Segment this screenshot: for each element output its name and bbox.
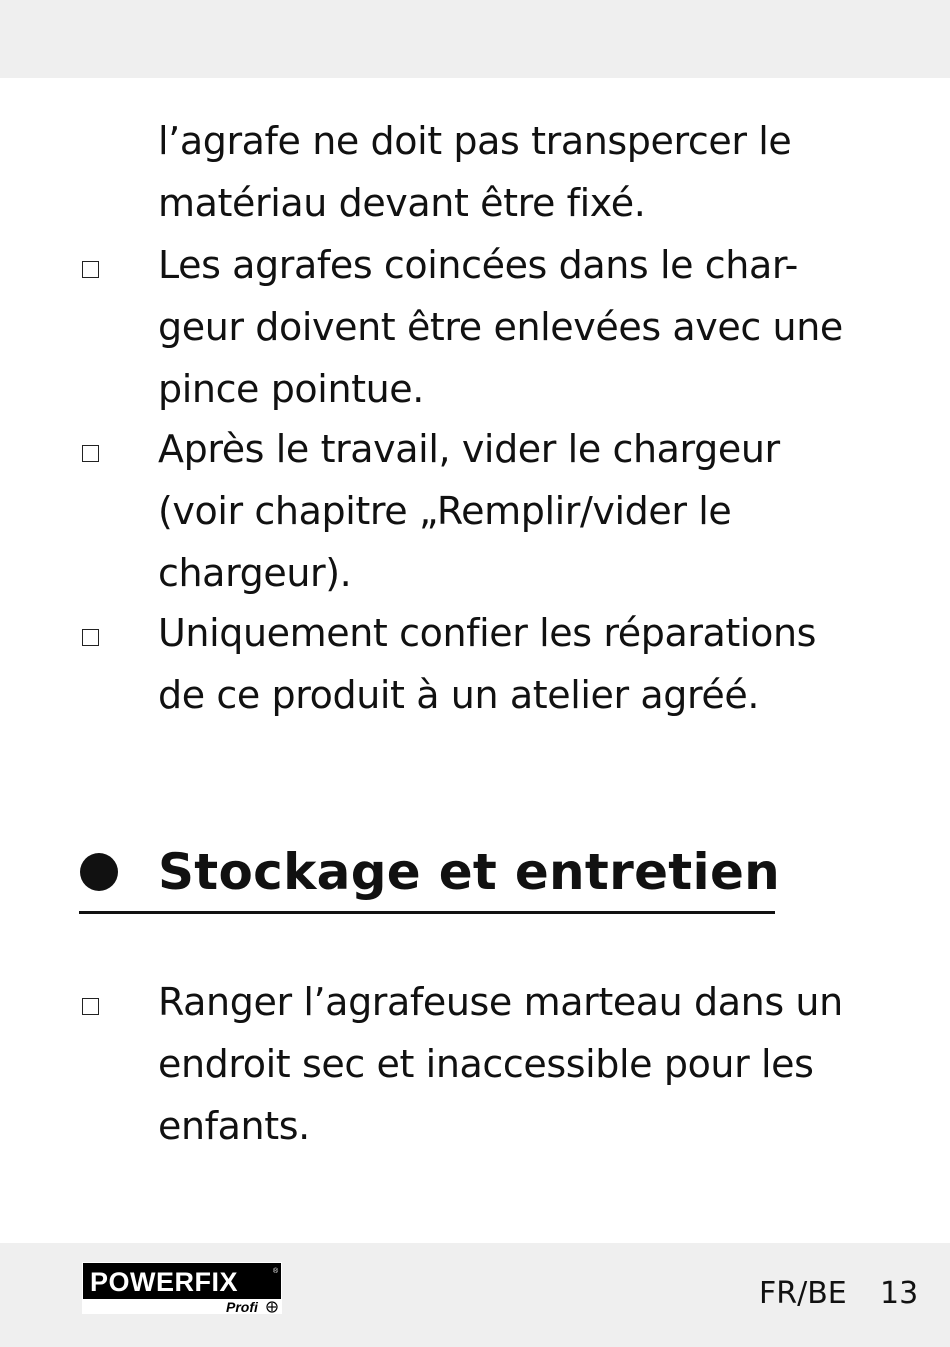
checkbox-bullet-icon: [82, 445, 99, 462]
text-line: matériau devant être fixé.: [158, 181, 646, 225]
text-line: Après le travail, vider le chargeur: [158, 427, 780, 471]
checkbox-bullet-icon: [82, 629, 99, 646]
section-heading: Stockage et entretien: [158, 843, 781, 901]
section-bullet-icon: [80, 853, 118, 891]
svg-text:®: ®: [273, 1268, 279, 1275]
text-line: (voir chapitre „Remplir/vider le: [158, 489, 732, 533]
text-line: endroit sec et inaccessible pour les: [158, 1042, 814, 1086]
language-code: FR/BE: [759, 1276, 847, 1311]
svg-text:POWERFIX: POWERFIX: [90, 1267, 239, 1297]
text-line: l’agrafe ne doit pas transpercer le: [158, 119, 792, 163]
text-line: Uniquement confier les réparations: [158, 611, 817, 655]
powerfix-logo-icon: [82, 1262, 282, 1314]
text-line: chargeur).: [158, 551, 352, 595]
page-number: 13: [880, 1276, 919, 1311]
checkbox-bullet-icon: [82, 998, 99, 1015]
header-band: [0, 0, 950, 78]
text-line: pince pointue.: [158, 367, 424, 411]
svg-text:Profi: Profi: [226, 1299, 258, 1314]
checkbox-bullet-icon: [82, 261, 99, 278]
text-line: geur doivent être enlevées avec une: [158, 305, 843, 349]
heading-underline: [79, 911, 775, 914]
text-line: Ranger l’agrafeuse marteau dans un: [158, 980, 843, 1024]
text-line: enfants.: [158, 1104, 310, 1148]
text-line: Les agrafes coincées dans le char-: [158, 243, 798, 287]
text-line: de ce produit à un atelier agréé.: [158, 673, 760, 717]
